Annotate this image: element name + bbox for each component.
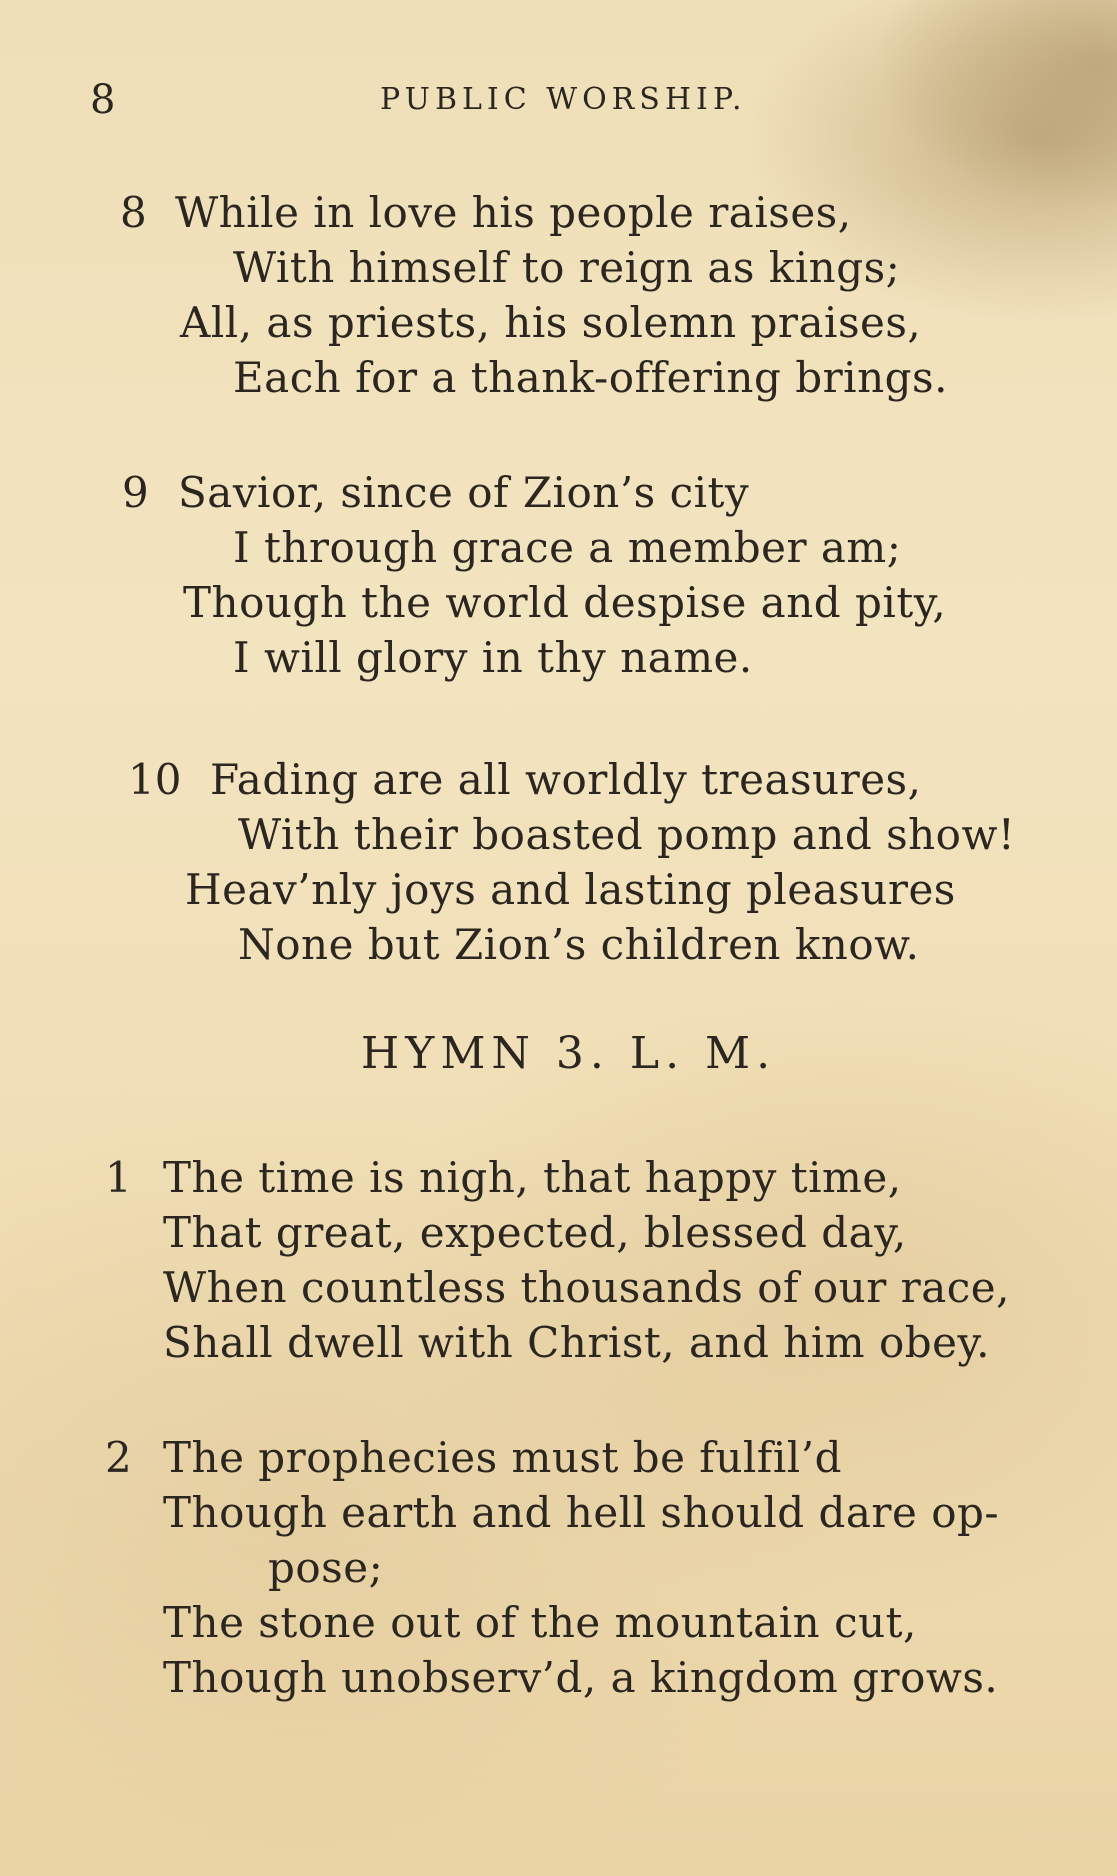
verse-line: Heav’nly joys and lasting pleasures (185, 865, 956, 914)
verse-line: The stone out of the mountain cut, (163, 1598, 917, 1647)
page-header (0, 72, 1117, 132)
page-number: 8 (90, 77, 116, 123)
verse-number: 2 (105, 1433, 132, 1482)
verse-line: Though unobserv’d, a kingdom grows. (163, 1653, 999, 1702)
verse-line: I will glory in thy name. (233, 633, 753, 682)
running-title: PUBLIC WORSHIP. (380, 82, 747, 117)
verse-line: Savior, since of Zion’s city (178, 468, 750, 517)
verse-line: pose; (268, 1543, 384, 1592)
verse-line: Fading are all worldly treasures, (210, 755, 922, 804)
verse-line: When countless thousands of our race, (163, 1263, 1010, 1312)
verse-line: Shall dwell with Christ, and him obey. (163, 1318, 990, 1367)
verse-line: None but Zion’s children know. (238, 920, 920, 969)
verse-line: The prophecies must be fulfil’d (163, 1433, 842, 1482)
verse-number: 1 (105, 1153, 132, 1202)
verse-number: 10 (128, 755, 182, 804)
hymn-heading: HYMN 3. L. M. (360, 1028, 777, 1079)
verse-line: All, as priests, his solemn praises, (180, 298, 922, 347)
verse-line: While in love his people raises, (175, 188, 852, 237)
verse-line: The time is nigh, that happy time, (163, 1153, 902, 1202)
verse-line: I through grace a member am; (233, 523, 902, 572)
verse-line: Though the world despise and pity, (183, 578, 947, 627)
verse-line: With their boasted pomp and show! (238, 810, 1016, 859)
verse-line: Though earth and hell should dare op- (163, 1488, 1000, 1537)
verse-line: With himself to reign as kings; (233, 243, 901, 292)
verse-number: 8 (120, 188, 147, 237)
verse-number: 9 (122, 468, 149, 517)
verse-line: That great, expected, blessed day, (163, 1208, 907, 1257)
verse-line: Each for a thank-offering brings. (233, 353, 948, 402)
